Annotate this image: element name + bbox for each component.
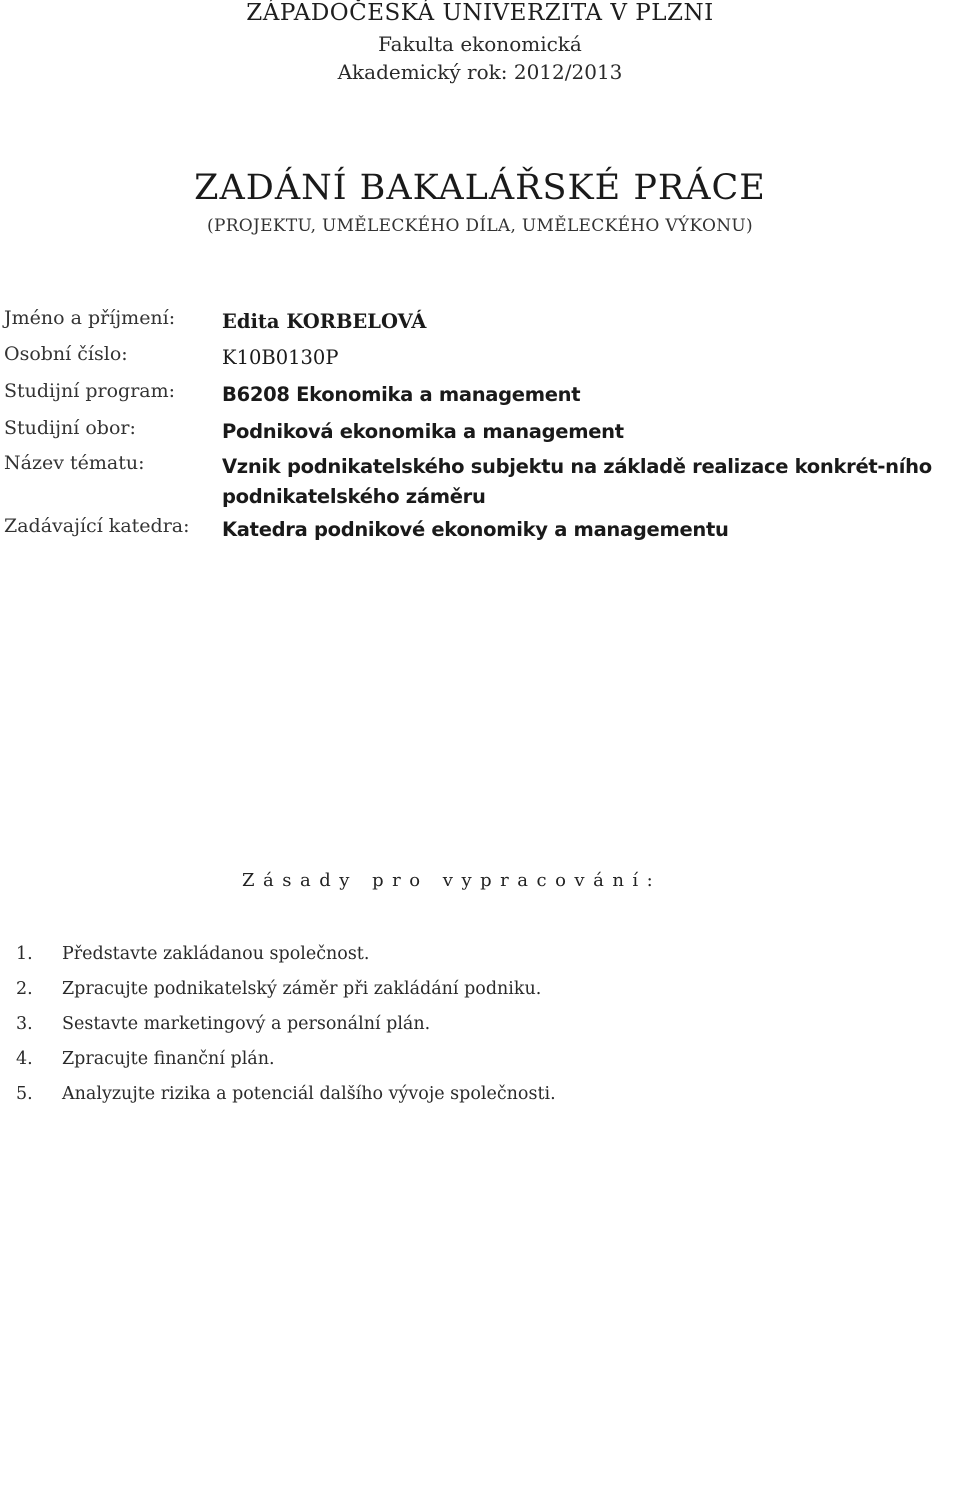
list-item-text: Sestavte marketingový a personální plán.	[62, 1014, 431, 1034]
list-item	[16, 1049, 556, 1084]
study-program: B6208 Ekonomika a management	[222, 383, 581, 406]
list-item	[16, 944, 556, 979]
list-item-text: Zpracujte finanční plán.	[62, 1049, 275, 1069]
list-item-number: 1.	[16, 944, 33, 964]
department: Katedra podnikové ekonomiky a managementu	[222, 518, 729, 541]
list-item-number: 2.	[16, 979, 33, 999]
document-title: ZADÁNÍ BAKALÁŘSKÉ PRÁCE	[194, 168, 766, 208]
info-label: Název tématu:	[4, 452, 145, 474]
list-item-text: Představte zakládanou společnost.	[62, 944, 370, 964]
document-subtitle: (PROJEKTU, UMĚLECKÉHO DÍLA, UMĚLECKÉHO VÝKONU)	[207, 216, 753, 236]
study-field: Podniková ekonomika a management	[222, 420, 624, 443]
student-name: Edita KORBELOVÁ	[222, 310, 427, 333]
list-item	[16, 1084, 556, 1119]
list-item-number: 3.	[16, 1014, 33, 1034]
info-label: Studijní program:	[4, 380, 176, 402]
personal-number: K10B0130P	[222, 346, 339, 369]
list-item-number: 4.	[16, 1049, 33, 1069]
guidelines-heading: Zásady pro vypracování:	[242, 870, 662, 891]
info-label: Osobní číslo:	[4, 343, 128, 365]
list-item-text: Zpracujte podnikatelský záměr při zakládání podniku.	[62, 979, 542, 999]
list-item	[16, 979, 556, 1014]
university-name: ZÁPADOČESKÁ UNIVERZITA V PLZNI	[246, 0, 714, 26]
academic-year: Akademický rok: 2012/2013	[337, 60, 623, 84]
info-label: Jméno a příjmení:	[4, 307, 176, 329]
guidelines-list	[16, 944, 556, 1119]
list-item	[16, 1014, 556, 1049]
thesis-topic: Vznik podnikatelského subjektu na základě realizace konkrét-ního podnikatelského záměru	[222, 455, 932, 508]
list-item-text: Analyzujte rizika a potenciál dalšího vývoje společnosti.	[62, 1084, 556, 1104]
list-item-number: 5.	[16, 1084, 33, 1104]
faculty-name: Fakulta ekonomická	[378, 32, 582, 56]
info-label: Studijní obor:	[4, 417, 136, 439]
info-label: Zadávající katedra:	[4, 515, 190, 537]
